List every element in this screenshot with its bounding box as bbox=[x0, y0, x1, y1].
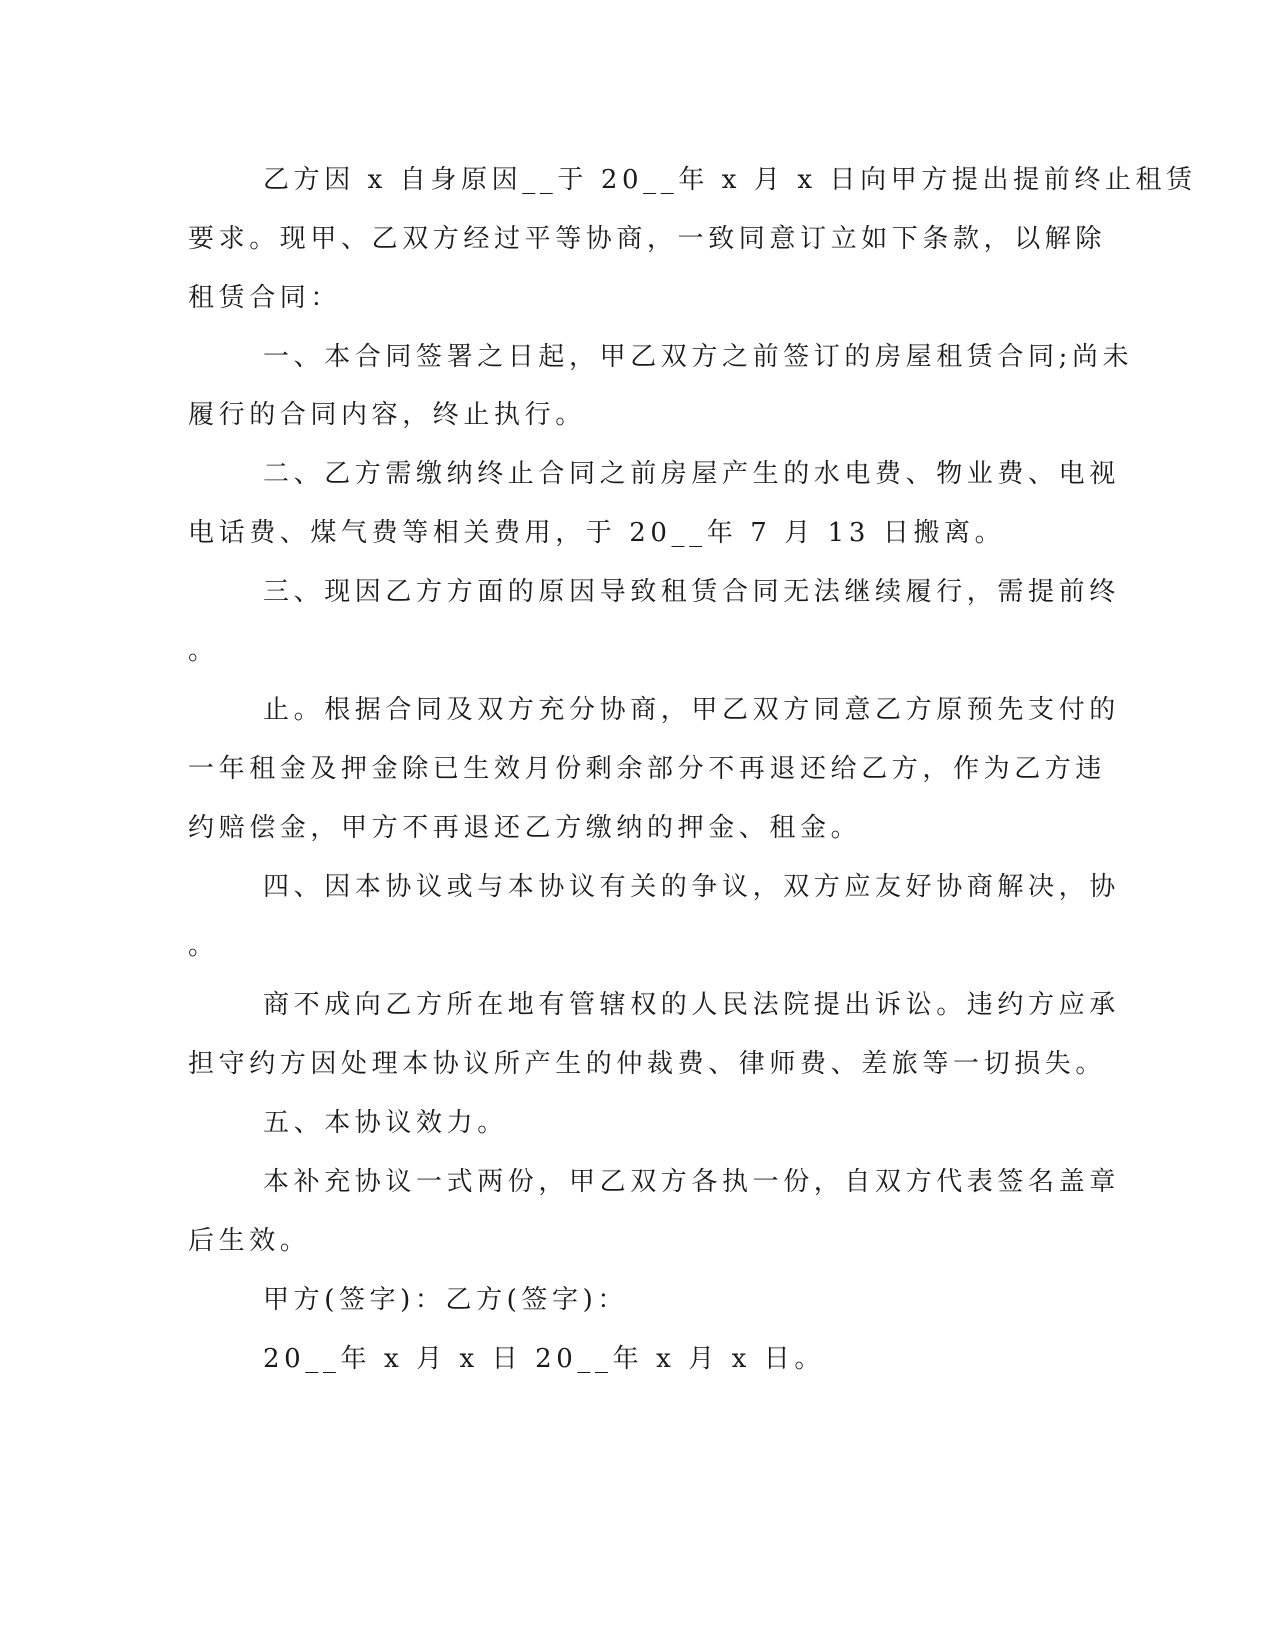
clause-3-line-4: 约赔偿金，甲方不再退还乙方缴纳的押金、租金。 bbox=[188, 813, 862, 843]
clause-1-line-1: 一、本合同签署之日起，甲乙双方之前签订的房屋租赁合同;尚未 bbox=[263, 342, 1134, 372]
clause-3-line-1: 三、现因乙方方面的原因导致租赁合同无法继续履行，需提前终 bbox=[263, 577, 1120, 607]
paragraph-1-line-2: 要求。现甲、乙双方经过平等协商，一致同意订立如下条款，以解除 bbox=[188, 224, 1107, 254]
clause-5-heading: 五、本协议效力。 bbox=[263, 1108, 508, 1138]
clause-3-line-2: 止。根据合同及双方充分协商，甲乙双方同意乙方原预先支付的 bbox=[263, 695, 1120, 725]
clause-1-line-2: 履行的合同内容，终止执行。 bbox=[188, 400, 586, 430]
clause-2-line-2: 电话费、煤气费等相关费用，于 20__年 7 月 13 日搬离。 bbox=[188, 518, 1006, 548]
signature-line: 甲方(签字)：乙方(签字)： bbox=[263, 1285, 628, 1315]
clause-2-line-1: 二、乙方需缴纳终止合同之前房屋产生的水电费、物业费、电视 bbox=[263, 459, 1120, 489]
clause-4-stray-period: 。 bbox=[188, 931, 219, 961]
validity-line-2: 后生效。 bbox=[188, 1226, 311, 1256]
validity-line-1: 本补充协议一式两份，甲乙双方各执一份，自双方代表签名盖章 bbox=[263, 1167, 1120, 1197]
clause-4-line-3: 担守约方因处理本协议所产生的仲裁费、律师费、差旅等一切损失。 bbox=[188, 1049, 1107, 1079]
clause-4-line-1: 四、因本协议或与本协议有关的争议，双方应友好协商解决，协 bbox=[263, 872, 1120, 902]
clause-4-line-2: 商不成向乙方所在地有管辖权的人民法院提出诉讼。违约方应承 bbox=[263, 990, 1120, 1020]
clause-3-line-3: 一年租金及押金除已生效月份剩余部分不再退还给乙方，作为乙方违 bbox=[188, 754, 1107, 784]
date-line: 20__年 x 月 x 日 20__年 x 月 x 日。 bbox=[263, 1344, 826, 1374]
clause-3-stray-period: 。 bbox=[188, 636, 219, 666]
paragraph-1-line-3: 租赁合同： bbox=[188, 283, 342, 313]
paragraph-1-line-1: 乙方因 x 自身原因__于 20__年 x 月 x 日向甲方提出提前终止租赁 bbox=[263, 165, 1197, 195]
